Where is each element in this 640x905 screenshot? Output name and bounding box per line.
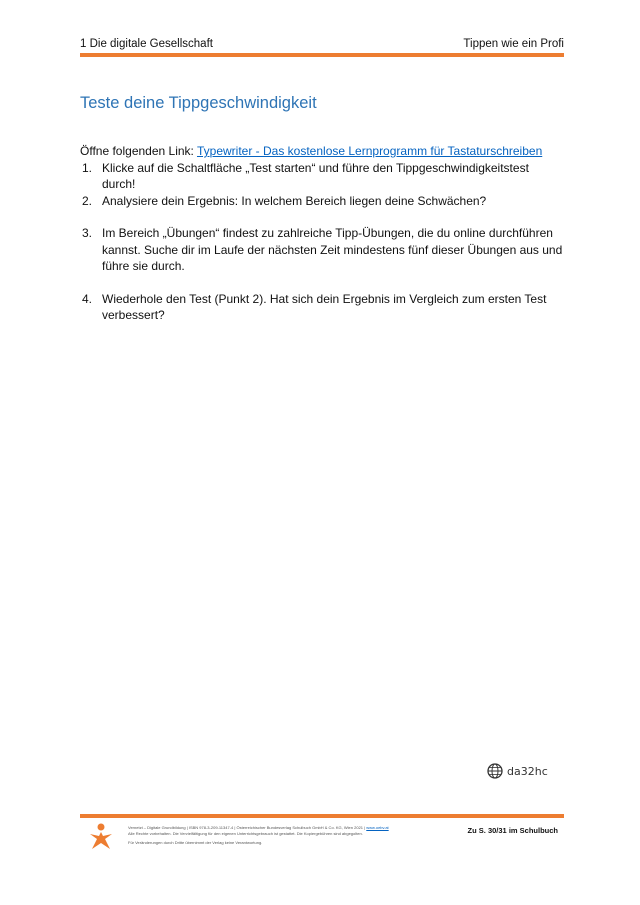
page-header (80, 38, 564, 52)
publisher-link[interactable]: www.oebv.at (366, 825, 389, 830)
step-number: 3. (82, 226, 93, 240)
globe-icon (487, 763, 503, 779)
task-content (80, 143, 564, 324)
intro-line (80, 143, 564, 160)
step-list (80, 160, 564, 324)
footer-rule (80, 814, 564, 818)
header-chapter: 1 Die digitale Gesellschaft (80, 38, 213, 50)
publisher-logo (86, 822, 116, 857)
header-rule (80, 53, 564, 57)
step-number: 2. (82, 193, 93, 208)
schoolbook-reference: Zu S. 30/31 im Schulbuch (467, 826, 558, 835)
intro-text: Öffne folgenden Link: (80, 144, 197, 158)
header-topic: Tippen wie ein Profi (463, 38, 564, 50)
step-text: Klicke auf die Schaltfläche „Test starten“ und führe den Tippgeschwindigkeitstest durch! (102, 160, 529, 191)
step-text: Analysiere dein Ergebnis: In welchem Bereich liegen deine Schwächen? (102, 193, 487, 208)
footer-line-2: Alle Rechte vorbehalten. Die Vervielfältigung für den eigenen Unterrichtsgebrauch ist gestattet. Die Kopiergebühren sind abgegolten. (128, 830, 363, 836)
footer-legal (128, 825, 428, 846)
footer-line-3: Für Veränderungen durch Dritte übernimmt der Verlag keine Verantwortung. (128, 840, 263, 845)
step-number: 4. (82, 291, 93, 306)
step-number: 1. (82, 160, 93, 175)
list-item (80, 291, 564, 324)
step-text: Im Bereich „Übungen“ findest zu zahlreiche Tipp-Übungen, die du online durchführen kannst. Suche dir im Laufe der nächsten Zeit mindestens fünf dieser Übungen aus und führe sie durch. (102, 226, 563, 273)
footer-line-1: Vernetzt – Digitale Grundbildung | ISBN 978-3-209-11347-4 | Österreichischer Bundesverlag Schulbuch GmbH & Co. KG, Wien 2021 | (128, 825, 367, 830)
typewriter-link[interactable]: Typewriter - Das kostenlose Lernprogramm für Tastaturschreiben (196, 144, 543, 158)
step-text: Wiederhole den Test (Punkt 2). Hat sich dein Ergebnis im Vergleich zum ersten Test verbessert? (102, 291, 547, 322)
list-item (80, 193, 564, 210)
page-title: Teste deine Tippgeschwindigkeit (80, 94, 317, 112)
list-item (80, 160, 564, 193)
list-item (80, 225, 564, 275)
brand-mark (487, 762, 548, 780)
brand-name: da32hc (507, 764, 548, 778)
